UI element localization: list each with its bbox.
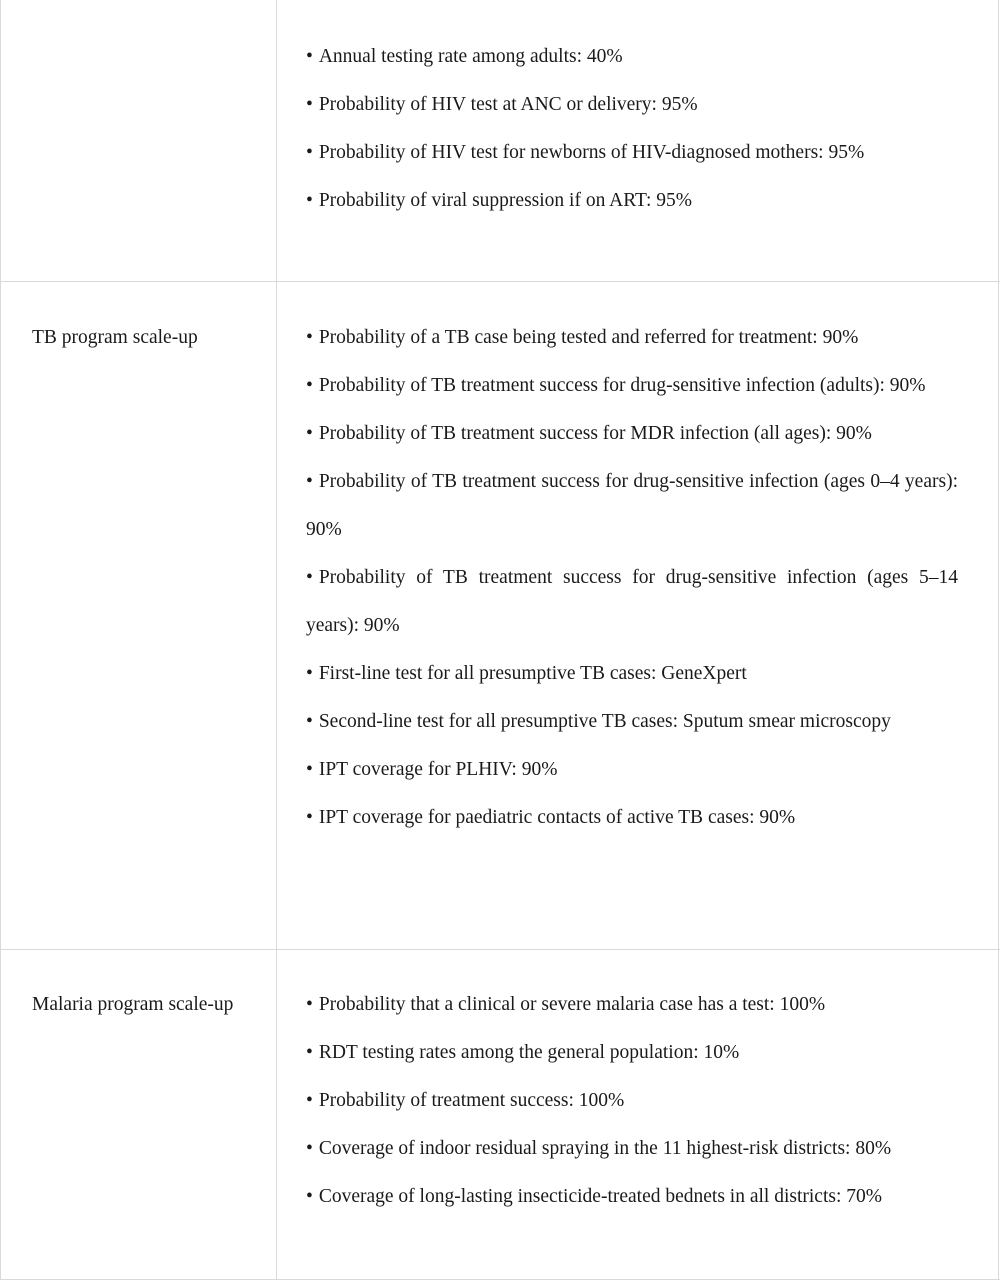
list-item: • Coverage of indoor residual spraying in the 11 highest-risk districts: 80%: [306, 1138, 892, 1159]
list-item: • RDT testing rates among the general population: 10%: [306, 1042, 740, 1063]
column-divider: [276, 282, 277, 949]
list-item: • Probability of TB treatment success for drug-sensitive infection (ages 0–4 years): 90%: [306, 471, 958, 540]
list-item: • IPT coverage for paediatric contacts of active TB cases: 90%: [306, 807, 796, 828]
list-item: • Probability of a TB case being tested and referred for treatment: 90%: [306, 327, 859, 348]
bullet-icon: •: [306, 711, 313, 732]
list-item: • Probability of treatment success: 100%: [306, 1090, 625, 1111]
bullet-icon: •: [306, 663, 313, 684]
list-item: • Annual testing rate among adults: 40%: [306, 46, 623, 67]
bullet-icon: •: [306, 423, 313, 444]
table-row: [0, 950, 1000, 1280]
bullet-icon: •: [306, 567, 313, 588]
bullet-icon: •: [306, 994, 313, 1015]
list-item: • Probability of viral suppression if on ART: 95%: [306, 190, 693, 211]
bullet-icon: •: [306, 375, 313, 396]
bullet-icon: •: [306, 1090, 313, 1111]
list-item: • Probability of TB treatment success for drug-sensitive infection (ages 5–14 years): 90%: [306, 567, 958, 636]
bullet-icon: •: [306, 1186, 313, 1207]
list-item: • Probability of TB treatment success for drug-sensitive infection (adults): 90%: [306, 375, 926, 396]
table-row: [0, 0, 1000, 282]
row-items-list: [306, 981, 958, 1221]
list-item: • IPT coverage for PLHIV: 90%: [306, 759, 558, 780]
bullet-icon: •: [306, 759, 313, 780]
list-item: • Probability of HIV test at ANC or delivery: 95%: [306, 94, 698, 115]
row-label: Malaria program scale-up: [32, 994, 234, 1015]
bullet-icon: •: [306, 190, 313, 211]
bullet-icon: •: [306, 327, 313, 348]
bullet-icon: •: [306, 1042, 313, 1063]
list-item: • Probability that a clinical or severe malaria case has a test: 100%: [306, 994, 826, 1015]
bullet-icon: •: [306, 1138, 313, 1159]
list-item: • First-line test for all presumptive TB cases: GeneXpert: [306, 663, 747, 684]
list-item: • Second-line test for all presumptive TB cases: Sputum smear microscopy: [306, 711, 891, 732]
list-item: • Probability of HIV test for newborns of HIV-diagnosed mothers: 95%: [306, 142, 865, 163]
row-label: TB program scale-up: [32, 327, 198, 348]
column-divider: [276, 950, 277, 1279]
bullet-icon: •: [306, 807, 313, 828]
list-item: • Probability of TB treatment success for MDR infection (all ages): 90%: [306, 423, 872, 444]
table-row: [0, 282, 1000, 950]
row-items-list: [306, 33, 958, 225]
list-item: • Coverage of long-lasting insecticide-treated bednets in all districts: 70%: [306, 1186, 882, 1207]
row-items-list: [306, 314, 958, 842]
bullet-icon: •: [306, 471, 313, 492]
column-divider: [276, 0, 277, 281]
bullet-icon: •: [306, 94, 313, 115]
bullet-icon: •: [306, 142, 313, 163]
bullet-icon: •: [306, 46, 313, 67]
